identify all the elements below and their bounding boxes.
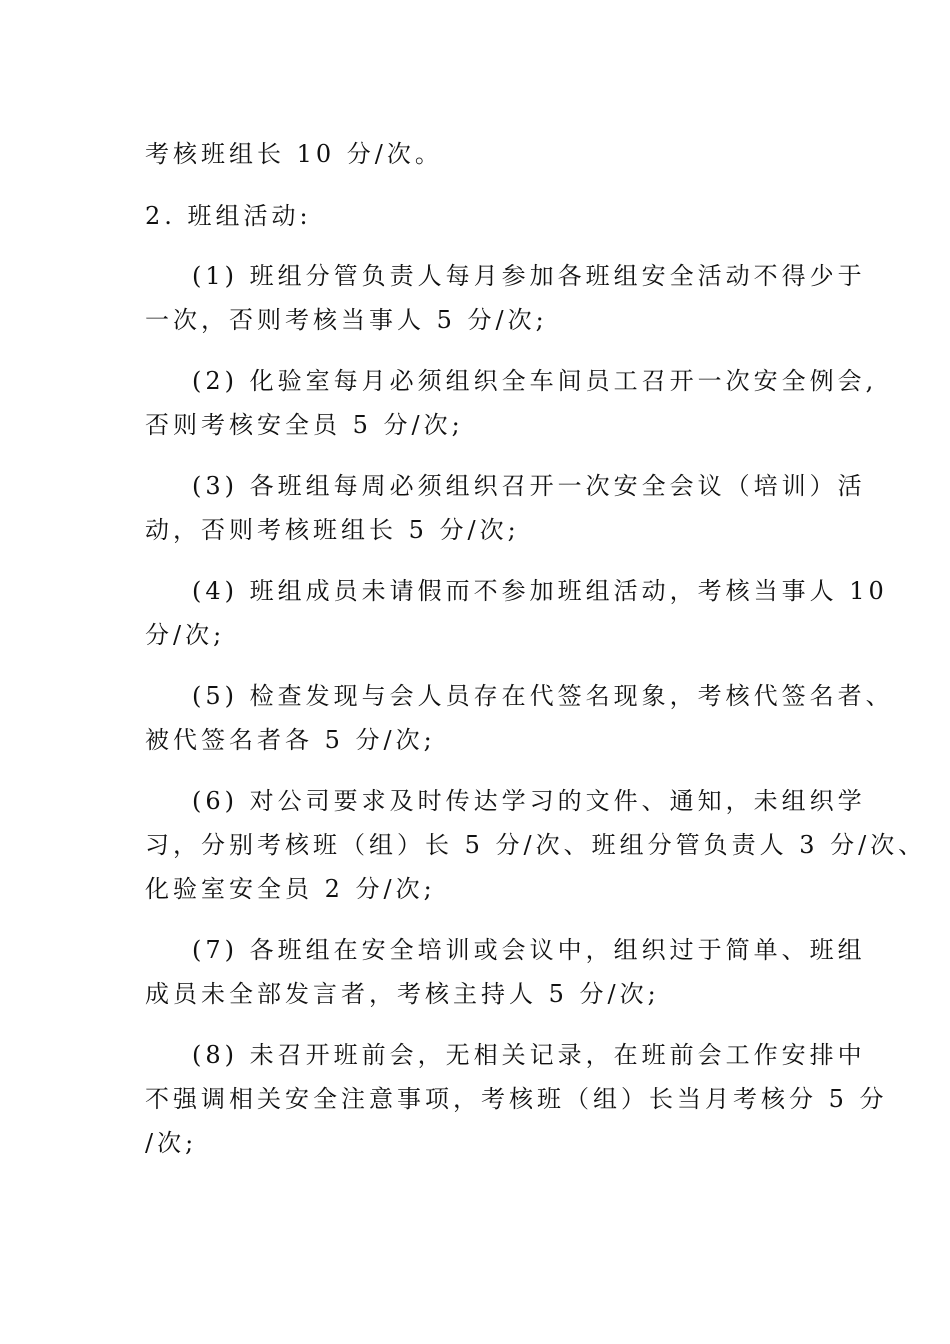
item-2-line-2: 否则考核安全员 5 分/次; (145, 411, 464, 439)
item-1-line-1: (1) 班组分管负责人每月参加各班组安全活动不得少于 (192, 262, 866, 290)
item-6-line-2: 习，分别考核班（组）长 5 分/次、班组分管负责人 3 分/次、 (145, 831, 927, 859)
item-4-line-1: (4) 班组成员未请假而不参加班组活动，考核当事人 10 (192, 577, 888, 605)
item-3-line-1: (3) 各班组每周必须组织召开一次安全会议（培训）活 (192, 472, 866, 500)
item-7-line-2: 成员未全部发言者，考核主持人 5 分/次; (145, 980, 660, 1008)
item-3-line-2: 动，否则考核班组长 5 分/次; (145, 516, 520, 544)
item-2-line-1: (2) 化验室每月必须组织全车间员工召开一次安全例会, (192, 367, 878, 395)
item-6-line-1: (6) 对公司要求及时传达学习的文件、通知，未组织学 (192, 787, 866, 815)
item-8-line-3: /次; (145, 1129, 198, 1157)
intro-line: 考核班组长 10 分/次。 (145, 140, 443, 168)
item-1-line-2: 一次，否则考核当事人 5 分/次; (145, 306, 548, 334)
item-8-line-1: (8) 未召开班前会，无相关记录，在班前会工作安排中 (192, 1041, 866, 1069)
item-7-line-1: (7) 各班组在安全培训或会议中，组织过于简单、班组 (192, 936, 866, 964)
item-4-line-2: 分/次; (145, 621, 226, 649)
section-heading: 2. 班组活动: (145, 202, 312, 230)
item-5-line-2: 被代签名者各 5 分/次; (145, 726, 436, 754)
item-6-line-3: 化验室安全员 2 分/次; (145, 875, 436, 903)
item-5-line-1: (5) 检查发现与会人员存在代签名现象，考核代签名者、 (192, 682, 894, 710)
item-8-line-2: 不强调相关安全注意事项，考核班（组）长当月考核分 5 分 (145, 1085, 888, 1113)
